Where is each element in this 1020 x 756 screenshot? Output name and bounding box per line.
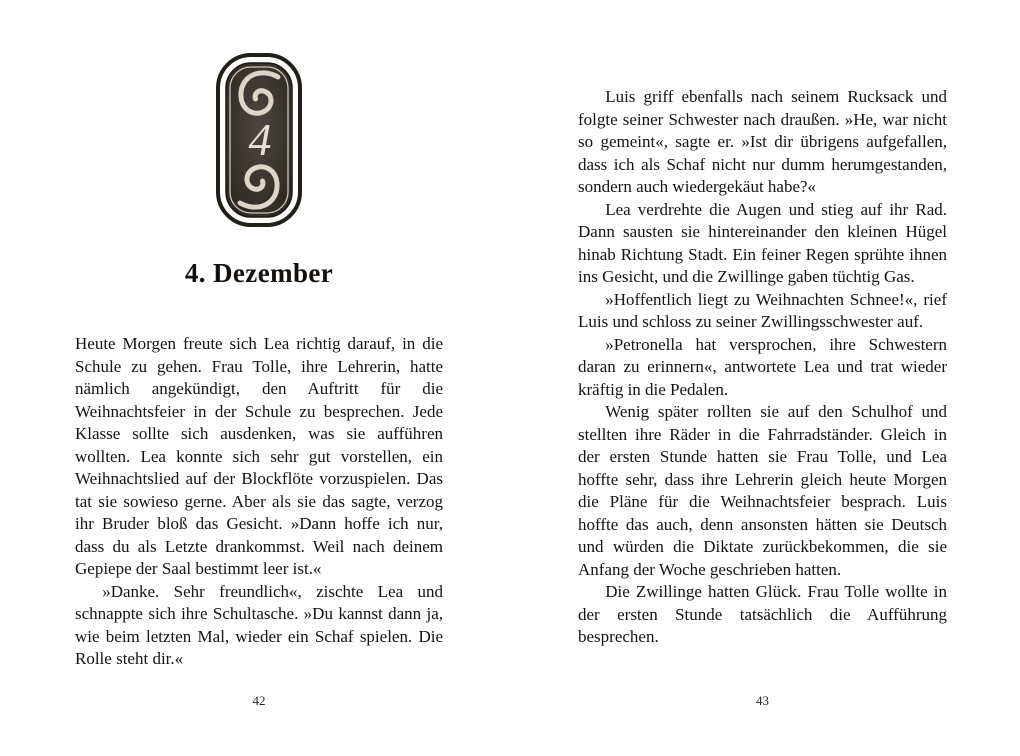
right-page [578, 0, 947, 756]
body-paragraph: »Danke. Sehr freundlich«, zischte Lea und schnappte sich ihre Schultasche. »Du kannst dann ja, wie beim letzten Mal, wieder ein Schaf spielen. Die Rolle steht dir.« [75, 581, 443, 668]
body-paragraph: Heute Morgen freute sich Lea richtig darauf, in die Schule zu gehen. Frau Tolle, ihre Lehrerin, hatte nämlich angekündigt, den Auftritt für die Weihnachtsfeier in der Schule zu besprechen. Jede Klasse sollte sich ausdenken, was sie aufführen wollten. Lea konnte sich sehr gut vorstellen, ein Weihnachtslied auf der Blockflöte vorzuspielen. Das tat sie sowieso gerne. Aber als sie das sagte, verzog ihr Bruder bloß das Gesicht. »Dann hoffe ich nur, dass du als Letzte drankommst. Weil nach deinem Gepiepe der Saal bestimmt leer ist.« [75, 334, 443, 578]
body-paragraph: »Petronella hat versprochen, ihre Schwestern daran zu erinnern«, antwortete Lea und trat wieder kräftig in die Pedalen. [578, 334, 947, 399]
left-page-body [75, 333, 443, 671]
chapter-number: 4 [248, 114, 272, 165]
left-page [75, 0, 443, 756]
body-paragraph: »Hoffentlich liegt zu Weihnachten Schnee!«, rief Luis und schloss zu seiner Zwillingsschwester auf. [578, 289, 947, 331]
body-paragraph: Luis griff ebenfalls nach seinem Rucksack und folgte seiner Schwester nach draußen. »He, war nicht so gemeint«, sagte er. »Ist dir übrigens aufgefallen, dass ich als Schaf nicht nur dumm herumgestanden, sondern auch wiedergekäut habe?« [578, 87, 947, 196]
body-paragraph: Lea verdrehte die Augen und stieg auf ihr Rad. Dann sausten sie hintereinander den kleinen Hügel hinab Richtung Stadt. Ein feiner Regen sprühte ihnen ins Gesicht, und die Zwillinge gaben tüchtig Gas. [578, 199, 947, 286]
chapter-ornament-icon [215, 52, 303, 228]
chapter-ornament [215, 52, 303, 228]
body-paragraph: Wenig später rollten sie auf den Schulhof und stellten ihre Räder in die Fahrradständer. Gleich in der ersten Stunde hatten sie Frau Tolle, und Lea hoffte sehr, dass ihre Lehrerin gleich heute Morgen die Pläne für die Weihnachtsfeier besprach. Luis hoffte das auch, denn ansonsten hätten sie Deutsch und würden die Diktate zurückbekommen, die sie Anfang der Woche geschrieben hatten. [578, 402, 947, 579]
chapter-heading: 4. Dezember [184, 258, 334, 288]
page-number-left: 42 [252, 693, 266, 708]
body-paragraph: Die Zwillinge hatten Glück. Frau Tolle wollte in der ersten Stunde tatsächlich die Aufführung besprechen. [578, 582, 947, 646]
page-number-right: 43 [756, 693, 769, 708]
right-page-body [578, 86, 947, 649]
